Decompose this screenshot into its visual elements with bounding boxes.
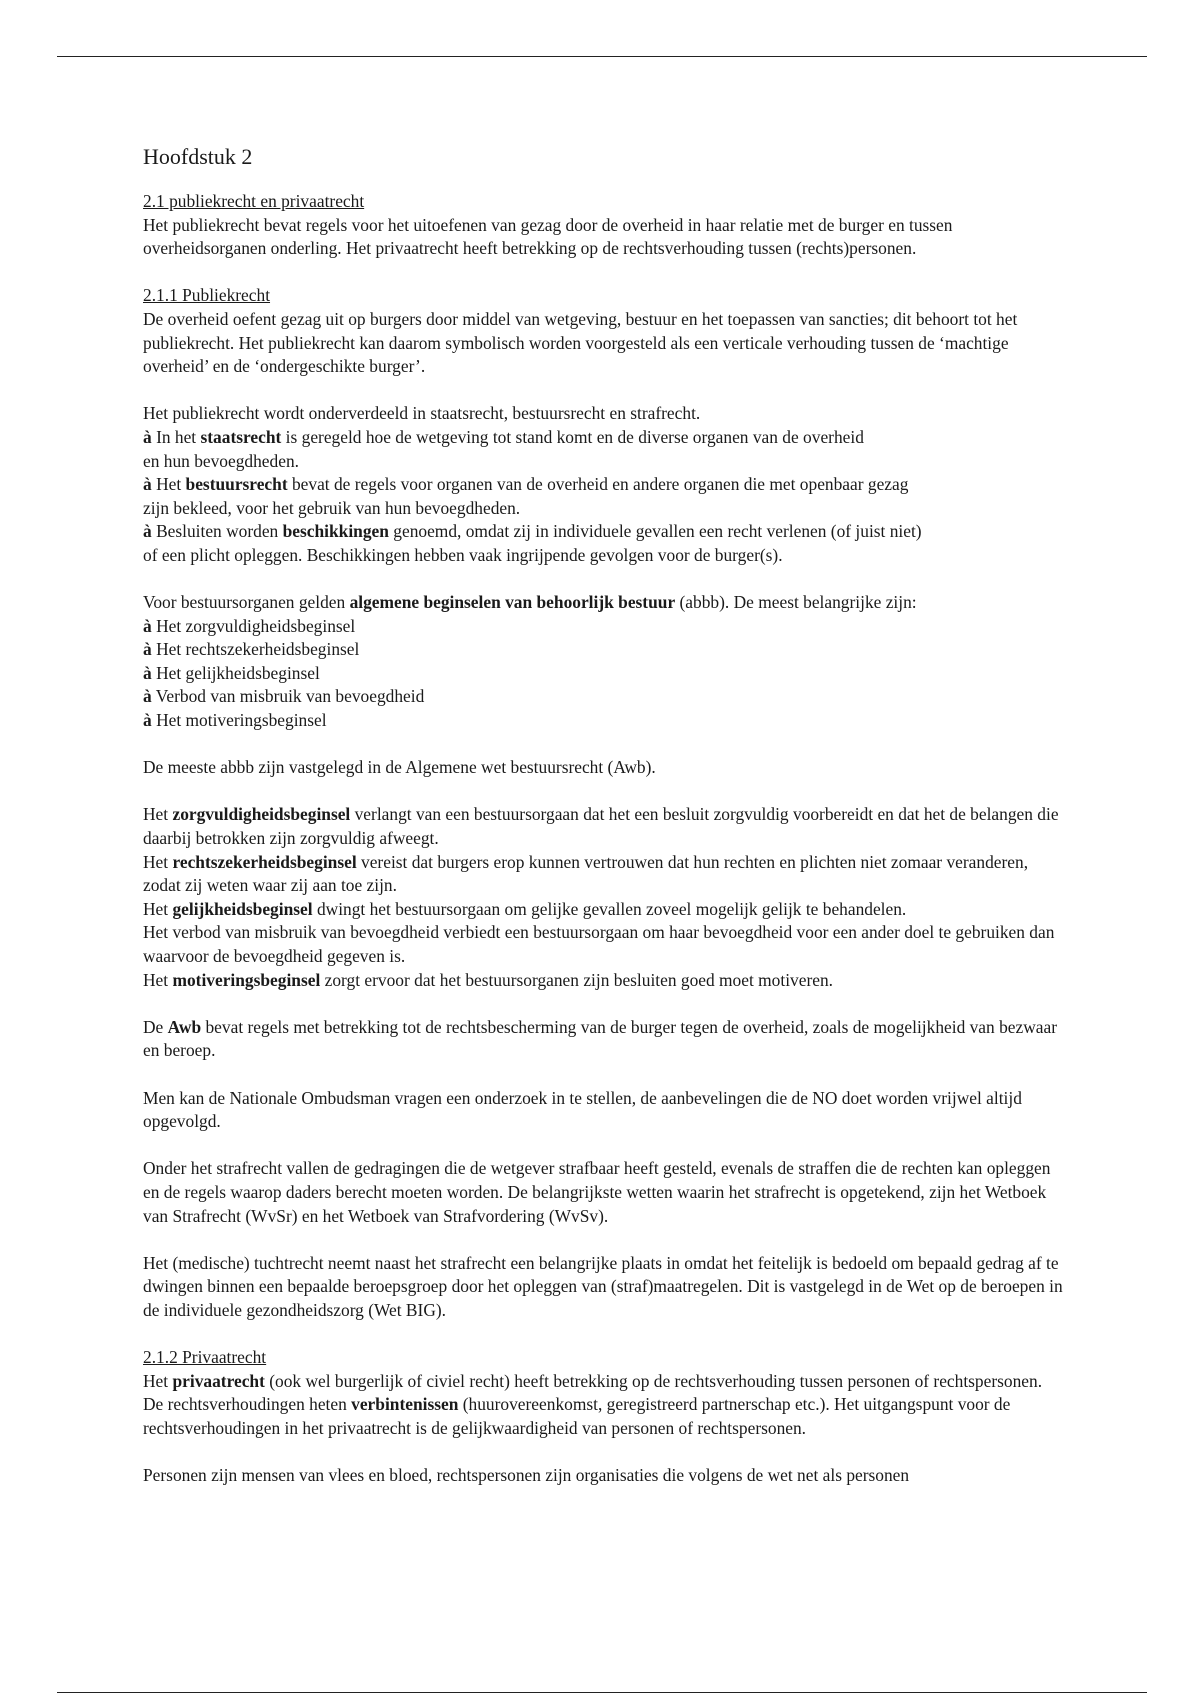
list-item: à Verbod van misbruik van bevoegdheid [143, 686, 425, 707]
strafrecht-paragraph: Onder het strafrecht vallen de gedragingen die de wetgever strafbaar heeft gesteld, evenals de straffen die de rechten kan opleggen en de regels waarop daders berecht moeten worden. De belangrijkste wetten waarin het strafrecht is opgetekend, zijn het Wetboek van Strafrecht (WvSr) en het Wetboek van Strafvordering (WvSv). [143, 1158, 1051, 1226]
bottom-rule [57, 1692, 1147, 1693]
arrow-icon: à [143, 426, 152, 447]
arrow-icon: à [143, 686, 152, 707]
document-body [143, 142, 1063, 1488]
arrow-icon: à [143, 615, 152, 636]
rechtszekerheid-text: Het rechtszekerheidsbeginsel vereist dat burgers erop kunnen vertrouwen dat hun rechten en plichten niet zomaar veranderen, zodat zij weten waar zij aan toe zijn. [143, 851, 1029, 896]
motivering-text: Het motiveringsbeginsel zorgt ervoor dat het bestuursorganen zijn besluiten goed moet motiveren. [143, 969, 834, 990]
section-heading-2-1: 2.1 publiekrecht en privaatrecht [143, 191, 365, 211]
list-item: à Het gelijkheidsbeginsel [143, 662, 320, 683]
top-rule [57, 56, 1147, 57]
arrow-icon: à [143, 639, 152, 660]
gelijkheid-text: Het gelijkheidsbeginsel dwingt het bestuursorgaan om gelijke gevallen zoveel mogelijk gelijk te behandelen. [143, 898, 907, 919]
arrow-icon: à [143, 474, 152, 495]
section-heading-2-1-1: 2.1.1 Publiekrecht [143, 285, 271, 306]
list-item: à Het motiveringsbeginsel [143, 710, 327, 731]
ombudsman-paragraph: Men kan de Nationale Ombudsman vragen een onderzoek in te stellen, de aanbevelingen die de NO doet worden vrijwel altijd opgevolgd. [143, 1087, 1022, 1132]
tuchtrecht-paragraph: Het (medische) tuchtrecht neemt naast het strafrecht een belangrijke plaats in omdat het feitelijk is bedoeld om bepaald gedrag af te dwingen binnen een bepaalde beroepsgroep door het opleggen van (straf)maatregelen. Dit is vastgelegd in de Wet op de beroepen in de individuele gezondheidszorg (Wet BIG). [143, 1252, 1063, 1320]
publiekrecht-paragraph: De overheid oefent gezag uit op burgers door middel van wetgeving, bestuur en het toepassen van sancties; dit behoort tot het publiekrecht. Het publiekrecht kan daarom symbolisch worden voorgesteld als een verticale verhouding tussen de ‘machtige overheid’ en de ‘ondergeschikte burger’. [143, 308, 1018, 377]
section-heading-2-1-2: 2.1.2 Privaatrecht [143, 1347, 267, 1368]
awb-paragraph: De Awb bevat regels met betrekking tot de rechtsbescherming van de burger tegen de overheid, zoals de mogelijkheid van bezwaar en beroep. [143, 1016, 1057, 1061]
section-2-1-text: Het publiekrecht bevat regels voor het uitoefenen van gezag door de overheid in haar relatie met de burger en tussen overheidsorganen onderling. Het privaatrecht heeft betrekking op de rechtsverhouding tussen (rechts)personen. [143, 214, 953, 259]
zorgvuldigheid-text: Het zorgvuldigheidsbeginsel verlangt van een bestuursorgaan dat het een besluit zorgvuldig voorbereidt en dat het de belangen die daarbij betrokken zijn zorgvuldig afweegt. [143, 804, 1059, 849]
list-item: à Het zorgvuldigheidsbeginsel [143, 615, 356, 636]
list-item: à Het rechtszekerheidsbeginsel [143, 639, 360, 660]
chapter-title: Hoofdstuk 2 [143, 144, 253, 169]
bullet-bestuursrecht: à Het bestuursrecht bevat de regels voor organen van de overheid en andere organen die met openbaar gezag zijn bekleed, voor het gebruik van hun bevoegdheden. [143, 474, 909, 518]
abbb-intro: Voor bestuursorganen gelden algemene beginselen van behoorlijk bestuur (abbb). De meest belangrijke zijn: [143, 592, 917, 613]
onderverdeling-line: Het publiekrecht wordt onderverdeeld in staatsrecht, bestuursrecht en strafrecht. [143, 403, 701, 424]
arrow-icon: à [143, 662, 152, 683]
misbruik-text: Het verbod van misbruik van bevoegdheid verbiedt een bestuursorgaan om haar bevoegdheid voor een ander doel te gebruiken dan waarvoor de bevoegdheid gegeven is. [143, 922, 1055, 966]
arrow-icon: à [143, 710, 152, 731]
awb-abbb-line: De meeste abbb zijn vastgelegd in de Algemene wet bestuursrecht (Awb). [143, 757, 656, 778]
privaatrecht-paragraph: Het privaatrecht (ook wel burgerlijk of civiel recht) heeft betrekking op de rechtsverhouding tussen personen of rechtspersonen. De rechtsverhoudingen heten verbintenissen (huurovereenkomst, geregistreerd partnerschap etc.). Het uitgangspunt voor de rechtsverhoudingen in het privaatrecht is de gelijkwaardigheid van personen of rechtspersonen. [143, 1370, 1043, 1438]
arrow-icon: à [143, 521, 152, 542]
personen-paragraph: Personen zijn mensen van vlees en bloed, rechtspersonen zijn organisaties die volgens de wet net als personen [143, 1465, 910, 1486]
bullet-staatsrecht: à In het staatsrecht is geregeld hoe de wetgeving tot stand komt en de diverse organen van de overheid en hun bevoegdheden. [143, 426, 864, 471]
bullet-beschikkingen: à Besluiten worden beschikkingen genoemd, omdat zij in individuele gevallen een recht verlenen (of juist niet) of een plicht opleggen. Beschikkingen hebben vaak ingrijpende gevolgen voor de burger(s). [143, 521, 922, 565]
